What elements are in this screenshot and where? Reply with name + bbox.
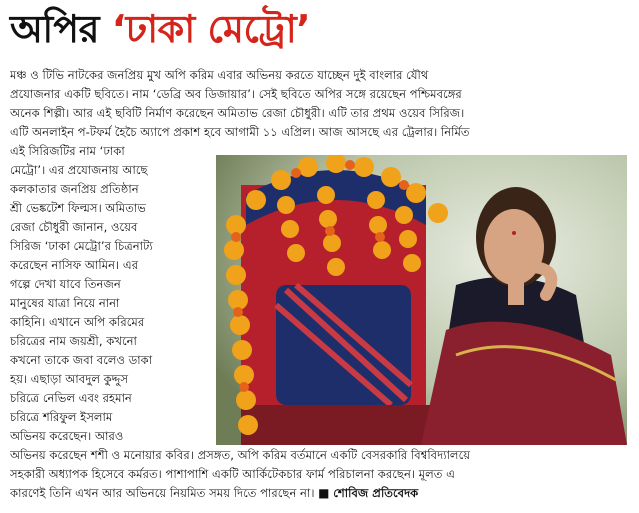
body-line: এই সিরিজটির নাম ‘ঢাকা xyxy=(10,144,125,158)
body-line: মানুষের যাত্রা নিয়ে নানা xyxy=(10,296,120,310)
body-line: গল্পে দেখা যাবে তিনজন xyxy=(10,277,121,291)
face xyxy=(484,209,544,285)
body-line: চরিত্রের নাম জয়শ্রী, কখনো xyxy=(10,334,137,348)
body-line: কারণেই তিনি এখন আর অভিনয়ে নিয়মিত সময় দিতে পারছেন না। xyxy=(10,486,315,500)
body-line: চরিত্রে শরিফুল ইসলাম xyxy=(10,410,113,424)
body-line: হয়। এছাড়া আবদুল কুদ্দুস xyxy=(10,372,129,386)
body-line: কলকাতার জনপ্রিয় প্রতিষ্ঠান xyxy=(10,182,139,196)
body-line-last xyxy=(10,484,631,503)
headline xyxy=(10,0,630,58)
body-line: করেছেন নাসিফ আমিন। এর xyxy=(10,258,139,272)
body-line: প্রযোজনার একটি ছবিতে। নাম ‘ডেব্রি অব ডিজায়ার’। সেই ছবিতে অপির সঙ্গে রয়েছেন পশ্চিমবঙ্গের xyxy=(10,87,462,101)
body-line: মঞ্চ ও টিভি নাটকের জনপ্রিয় মুখ অপি করিম এবার অভিনয় করতে যাচ্ছেন দুই বাংলার যৌথ xyxy=(10,68,429,82)
body-line: মেট্রো’। এর প্রযোজনায় আছে xyxy=(10,163,148,177)
body-line: চরিত্রে নেভিল এবং রহমান xyxy=(10,391,132,405)
bindi xyxy=(512,231,516,235)
byline-square-icon: ■ xyxy=(318,486,330,500)
body-line: কাহিনি। এখানে অপি করিমের xyxy=(10,315,145,329)
body-line: অভিনয় করেছেন শশী ও মনোয়ার কবির। প্রসঙ্গত, অপি করিম বর্তমানে একটি বেসরকারি বিশ্ববিদ্যালয়ে xyxy=(10,448,471,462)
body-line: এটি অনলাইন প-টফর্ম হৈচৈ অ্যাপে প্রকাশ হবে আগামী ১১ এপ্রিল। আজ আসছে এর ট্রেলার। নির্মিত xyxy=(10,125,470,139)
rickshaw-base xyxy=(241,405,441,445)
body-line: অভিনয় করেছেন। আরও xyxy=(10,429,124,443)
headline-part-2: ‘ঢাকা মেট্রো’ xyxy=(111,7,311,51)
body-line: শ্রী ভেঙ্কটেশ ফিল্মস। অমিতাভ xyxy=(10,201,146,215)
headline-part-1: অপির xyxy=(10,7,112,51)
body-line: কখনো তাকে জবা বলেও ডাকা xyxy=(10,353,153,367)
byline: শোবিজ প্রতিবেদক xyxy=(333,486,419,500)
photo-illustration xyxy=(216,155,627,445)
article-photo xyxy=(216,155,627,445)
body-line: সিরিজ ‘ঢাকা মেট্রো’র চিত্রনাট্য xyxy=(10,239,153,253)
body-line: সহকারী অধ্যাপক হিসেবে কর্মরত। পাশাপাশি একটি আর্কিটেকচার ফার্ম পরিচালনা করছেন। মূলত এ xyxy=(10,467,455,481)
body-line: রেজা চৌধুরী জানান, ওয়েব xyxy=(10,220,138,234)
body-line: অনেক শিল্পী। আর এই ছবিটি নির্মাণ করেছেন অমিতাভ রেজা চৌধুরী। এটি তার প্রথম ওয়েব সিরিজ। xyxy=(10,106,465,120)
